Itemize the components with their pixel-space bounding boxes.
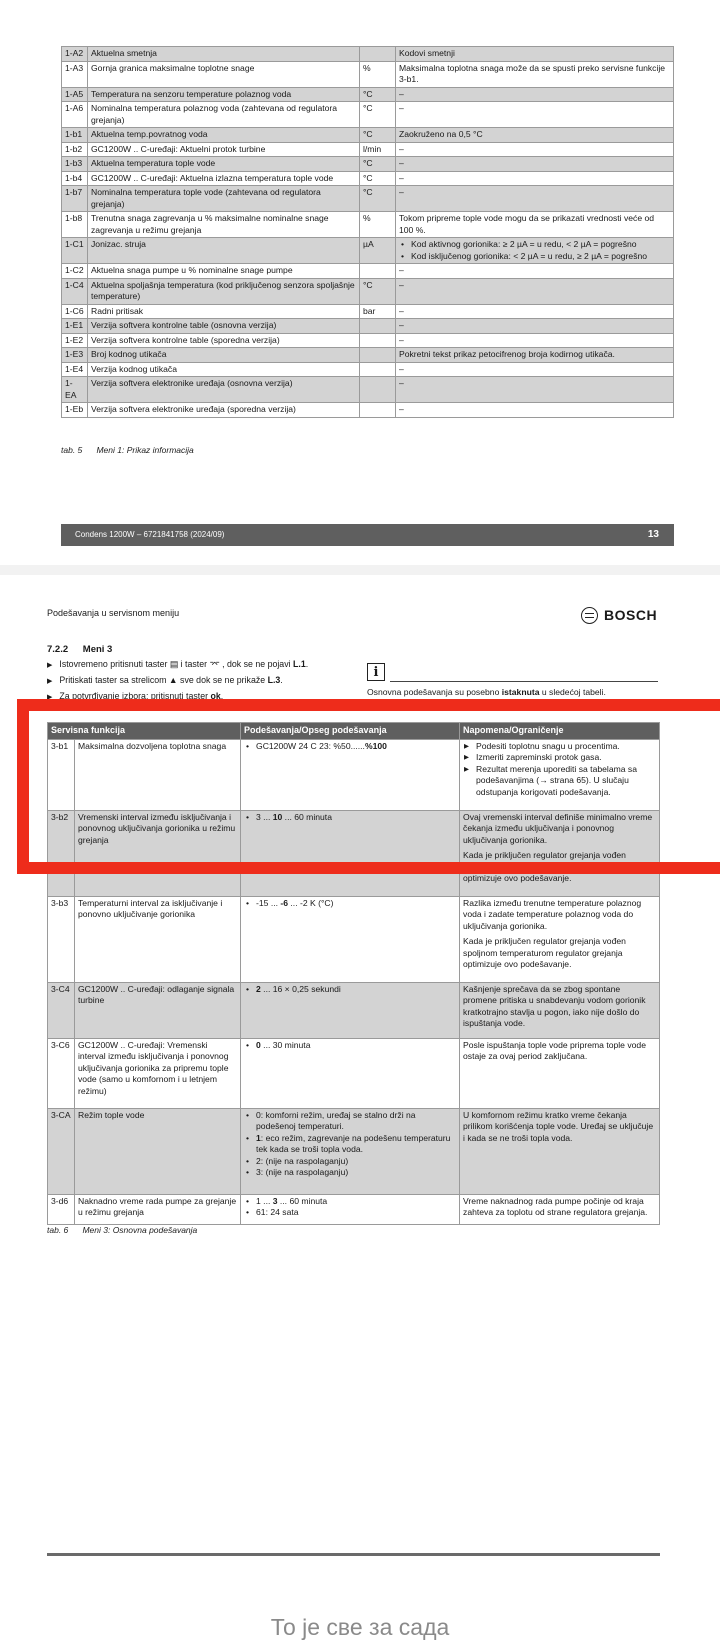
caption-text: Meni 3: Osnovna podešavanja: [82, 1225, 198, 1235]
document-page-14: [0, 575, 720, 1650]
cell-description: Verzija kodnog utikača: [88, 362, 360, 377]
cell-unit: [360, 333, 396, 348]
cell-description: Gornja granica maksimalne toplotne snage: [88, 61, 360, 87]
cell-note: –: [396, 87, 674, 102]
cell-note: Pokretni tekst prikaz petocifrenog broja kodirnog utikača.: [396, 348, 674, 363]
cell-description: GC1200W .. C-uređaji: Aktuelni protok turbine: [88, 142, 360, 157]
table-row: 3-CA Režim tople vode • 0: komforni režim, uređaj se stalno drži na podešenoj temperaturi. • 1: eco režim, zagrevanje na podešenu temperaturu tek kada se troši topla voda. • 2: (nije na raspolaganju) • 3: (nije na raspolaganju) U komfornom režimu kratko vreme čekanja prilikom korišćenja tople vode. Uređaj se uključuje i kada se ne troši topla voda.: [48, 1108, 660, 1194]
table-row: [62, 403, 674, 418]
brand-name: BOSCH: [604, 607, 658, 623]
table-row: [62, 333, 674, 348]
cell-unit: °C: [360, 128, 396, 143]
cell-description: Temperatura na senzoru temperature polaznog voda: [88, 87, 360, 102]
section-title: Meni 3: [82, 644, 113, 655]
cell-description: Verzija softvera kontrolne table (osnovna verzija): [88, 319, 360, 334]
page-header-title: Podešavanja u servisnom meniju: [47, 608, 180, 618]
cell-unit: [360, 377, 396, 403]
cell-note: –: [396, 102, 674, 128]
cell-code: 1-A5: [62, 87, 88, 102]
cell-unit: °C: [360, 186, 396, 212]
cell-note: Tokom pripreme tople vode mogu da se prikazati vrednosti veće od 100 %.: [396, 212, 674, 238]
table-row: [62, 171, 674, 186]
video-progress-bar[interactable]: [47, 1553, 660, 1556]
cell-unit: [360, 264, 396, 279]
cell-unit: %: [360, 212, 396, 238]
arrow-up-icon: ▲: [168, 675, 178, 685]
table-row: [62, 61, 674, 87]
cell-unit: bar: [360, 304, 396, 319]
bosch-logo: [581, 605, 657, 625]
table-5-caption: [61, 445, 194, 455]
cell-code: 1-b3: [62, 157, 88, 172]
table-row: [62, 186, 674, 212]
cell-code: 1-A3: [62, 61, 88, 87]
cell-note: –: [396, 377, 674, 403]
table-row: 3-b2 Vremenski interval između isključivanja i ponovnog uključivanja gorionika u režimu grejanja • 3 ... 10 ... 60 minuta Ovaj vremenski interval definiše minimalno vreme čekanja između uključivanja i ponovnog uključivanja gorionika. Kada je priključen regulator grejanja vođen spoljnom temperaturom regulator grejanja optimizuje ovo podešavanje.: [48, 810, 660, 896]
table-row: [62, 102, 674, 128]
hot-water-key-icon: ⌤: [209, 659, 220, 669]
table-row: 3-d6 Naknadno vreme rada pumpe za grejanje u režimu grejanja • 1 ... 3 ... 60 minuta • 61: 24 sata Vreme naknadnog rada pumpe počinje od kraja zahteva za toplotu od strane regulatora grejanja.: [48, 1194, 660, 1224]
cell-description: Aktuelna temp.povratnog voda: [88, 128, 360, 143]
table-row: [62, 264, 674, 279]
cell-code: 1-E4: [62, 362, 88, 377]
table-row: [62, 87, 674, 102]
cell-unit: [360, 319, 396, 334]
cell-code: 1-C6: [62, 304, 88, 319]
cell-note: –: [396, 157, 674, 172]
bosch-armature-icon: [581, 607, 598, 624]
note-text: Osnovna podešavanja su posebno istaknuta u sledećoj tabeli.: [367, 687, 606, 697]
cell-description: Nominalna temperatura polaznog voda (zahtevana od regulatora grejanja): [88, 102, 360, 128]
cell-code: 1-b1: [62, 128, 88, 143]
caption-text: Meni 1: Prikaz informacija: [96, 445, 194, 455]
section-heading: [47, 644, 124, 655]
cell-note: –: [396, 403, 674, 418]
cell-description: Verzija softvera elektronike uređaja (sporedna verzija): [88, 403, 360, 418]
cell-description: GC1200W .. C-uređaji: Aktuelna izlazna temperatura tople vode: [88, 171, 360, 186]
col-header-settings: Podešavanja/Opseg podešavanja: [241, 723, 460, 740]
heating-key-icon: ▤: [169, 659, 179, 669]
cell-note: –: [396, 319, 674, 334]
cell-description: Nominalna temperatura tople vode (zahtevana od regulatora grejanja): [88, 186, 360, 212]
cell-unit: [360, 362, 396, 377]
footer-page-number: 13: [647, 529, 659, 540]
table-row: [62, 304, 674, 319]
cell-unit: °C: [360, 171, 396, 186]
table-row: [62, 142, 674, 157]
cell-unit: °C: [360, 87, 396, 102]
section-number: 7.2.2: [47, 644, 69, 655]
info-icon: i: [367, 663, 385, 681]
cell-description: Broj kodnog utikača: [88, 348, 360, 363]
cell-note: [396, 238, 674, 264]
cell-note: –: [396, 278, 674, 304]
cell-unit: °C: [360, 278, 396, 304]
cell-note: –: [396, 186, 674, 212]
table-row: [62, 47, 674, 62]
cell-description: Aktuelna smetnja: [88, 47, 360, 62]
cell-code: 1-E3: [62, 348, 88, 363]
cell-description: Verzija softvera kontrolne table (sporedna verzija): [88, 333, 360, 348]
cell-description: Aktuelna temperatura tople vode: [88, 157, 360, 172]
table-row: [62, 128, 674, 143]
cell-note: –: [396, 142, 674, 157]
cell-note: –: [396, 304, 674, 319]
table-row: 3-C6 GC1200W .. C-uređaji: Vremenski interval između isključivanja i ponovnog uključivanja gorionika za pripremu tople vode (samo u komfornom i u letnjem režimu) • 0 ... 30 minuta Posle ispuštanja tople vode priprema tople vode ostaje za ovaj period zaključana.: [48, 1038, 660, 1108]
cell-code: 1-b7: [62, 186, 88, 212]
cell-unit: %: [360, 61, 396, 87]
cell-code: 1-b8: [62, 212, 88, 238]
table-row: 3-b3 Temperaturni interval za isključivanje i ponovno uključivanje gorionika • -15 ... -6 ... -2 K (°C) Razlika između trenutne temperature polaznog voda i zadate temperature polaznog voda do uključivanja gorionika. Kada je priključen regulator grejanja vođen spoljnom temperaturom regulator grejanja optimizuje ovo podešavanje.: [48, 896, 660, 982]
info-menu-table: [61, 46, 674, 418]
note-item: • Kod isključenog gorionika: < 2 µA = u redu, ≥ 2 µA = pogrešno: [411, 251, 670, 263]
caption-label: tab. 5: [61, 445, 83, 455]
note-divider: [390, 681, 658, 682]
cell-code: 1-C1: [62, 238, 88, 264]
cell-note: –: [396, 362, 674, 377]
note-item: • Kod aktivnog gorionika: ≥ 2 µA = u redu, < 2 µA = pogrešno: [411, 239, 670, 251]
cell-code: 1-C4: [62, 278, 88, 304]
table-row: [62, 212, 674, 238]
cell-code: 1-E2: [62, 333, 88, 348]
cell-code: 1-b4: [62, 171, 88, 186]
table-row: [62, 348, 674, 363]
footer-document-id: Condens 1200W – 6721841758 (2024/09): [75, 530, 225, 539]
cell-description: Trenutna snaga zagrevanja u % maksimalne nominalne snage zagrevanja u režimu grejanja: [88, 212, 360, 238]
cell-code: 1-C2: [62, 264, 88, 279]
col-header-function: Servisna funkcija: [48, 723, 241, 740]
cell-description: Aktuelna snaga pumpe u % nominalne snage pumpe: [88, 264, 360, 279]
cell-code: 1-EA: [62, 377, 88, 403]
table-row: [62, 278, 674, 304]
table-row: [62, 238, 674, 264]
cell-unit: l/min: [360, 142, 396, 157]
col-header-notes: Napomena/Ograničenje: [460, 723, 660, 740]
cell-unit: [360, 348, 396, 363]
instruction-steps: [47, 657, 308, 705]
cell-note: –: [396, 171, 674, 186]
cell-unit: °C: [360, 102, 396, 128]
table-row: [62, 157, 674, 172]
table-row: 3-b1 Maksimalna dozvoljena toplotna snaga • GC1200W 24 C 23: %50......%100 ▶ Podesiti toplotnu snagu u procentima. ▶ Izmeriti zapreminski protok gasa. ▶ Rezultat merenja uporediti sa tabelama sa podešavanjima (→ strana 65). U slučaju odstupanja korigovati podešavanja.: [48, 739, 660, 810]
cell-unit: [360, 403, 396, 418]
page-footer: [61, 524, 674, 546]
cell-description: Radni pritisak: [88, 304, 360, 319]
cell-code: 1-A2: [62, 47, 88, 62]
table-row: 3-C4 GC1200W .. C-uređaji: odlaganje signala turbine • 2 ... 16 × 0,25 sekundi Kašnjenje sprečava da se zbog spontane promene pritiska u snabdevanju vodom gorionik kratkotrajno stavlja u pogon, iako nije došlo do ispuštanja vode.: [48, 982, 660, 1038]
document-page-13: [0, 0, 720, 565]
table-row: [62, 319, 674, 334]
caption-label: tab. 6: [47, 1225, 69, 1235]
cell-unit: °C: [360, 157, 396, 172]
cell-note: Kodovi smetnji: [396, 47, 674, 62]
cell-code: 1-Eb: [62, 403, 88, 418]
cell-description: Jonizac. struja: [88, 238, 360, 264]
cell-note: Maksimalna toplotna snaga može da se spusti preko servisne funkcije 3-b1.: [396, 61, 674, 87]
cell-code: 1-b2: [62, 142, 88, 157]
cell-unit: [360, 47, 396, 62]
table-row: [62, 377, 674, 403]
cell-description: Aktuelna spoljašnja temperatura (kod priključenog senzora spoljašnje temperature): [88, 278, 360, 304]
cell-description: Verzija softvera elektronike uređaja (osnovna verzija): [88, 377, 360, 403]
cell-note: Zaokruženo na 0,5 °C: [396, 128, 674, 143]
instruction-step: ▶ Za potvrđivanje izbora: pritisnuti taster ok.: [47, 689, 308, 705]
table-row: [62, 362, 674, 377]
cell-unit: µA: [360, 238, 396, 264]
highlight-box: [17, 699, 720, 874]
table-6-caption: [47, 1225, 197, 1235]
cell-code: 1-A6: [62, 102, 88, 128]
instruction-step: ▶ Pritiskati taster sa strelicom ▲ sve dok se ne prikaže L.3.: [47, 673, 308, 689]
subtitle-caption: То је све за сада: [270, 1614, 450, 1640]
cell-code: 1-E1: [62, 319, 88, 334]
instruction-step: ▶ Istovremeno pritisnuti taster ▤ i taster ⌤ , dok se ne pojavi L.1.: [47, 657, 308, 673]
cell-note: –: [396, 264, 674, 279]
cell-note: –: [396, 333, 674, 348]
